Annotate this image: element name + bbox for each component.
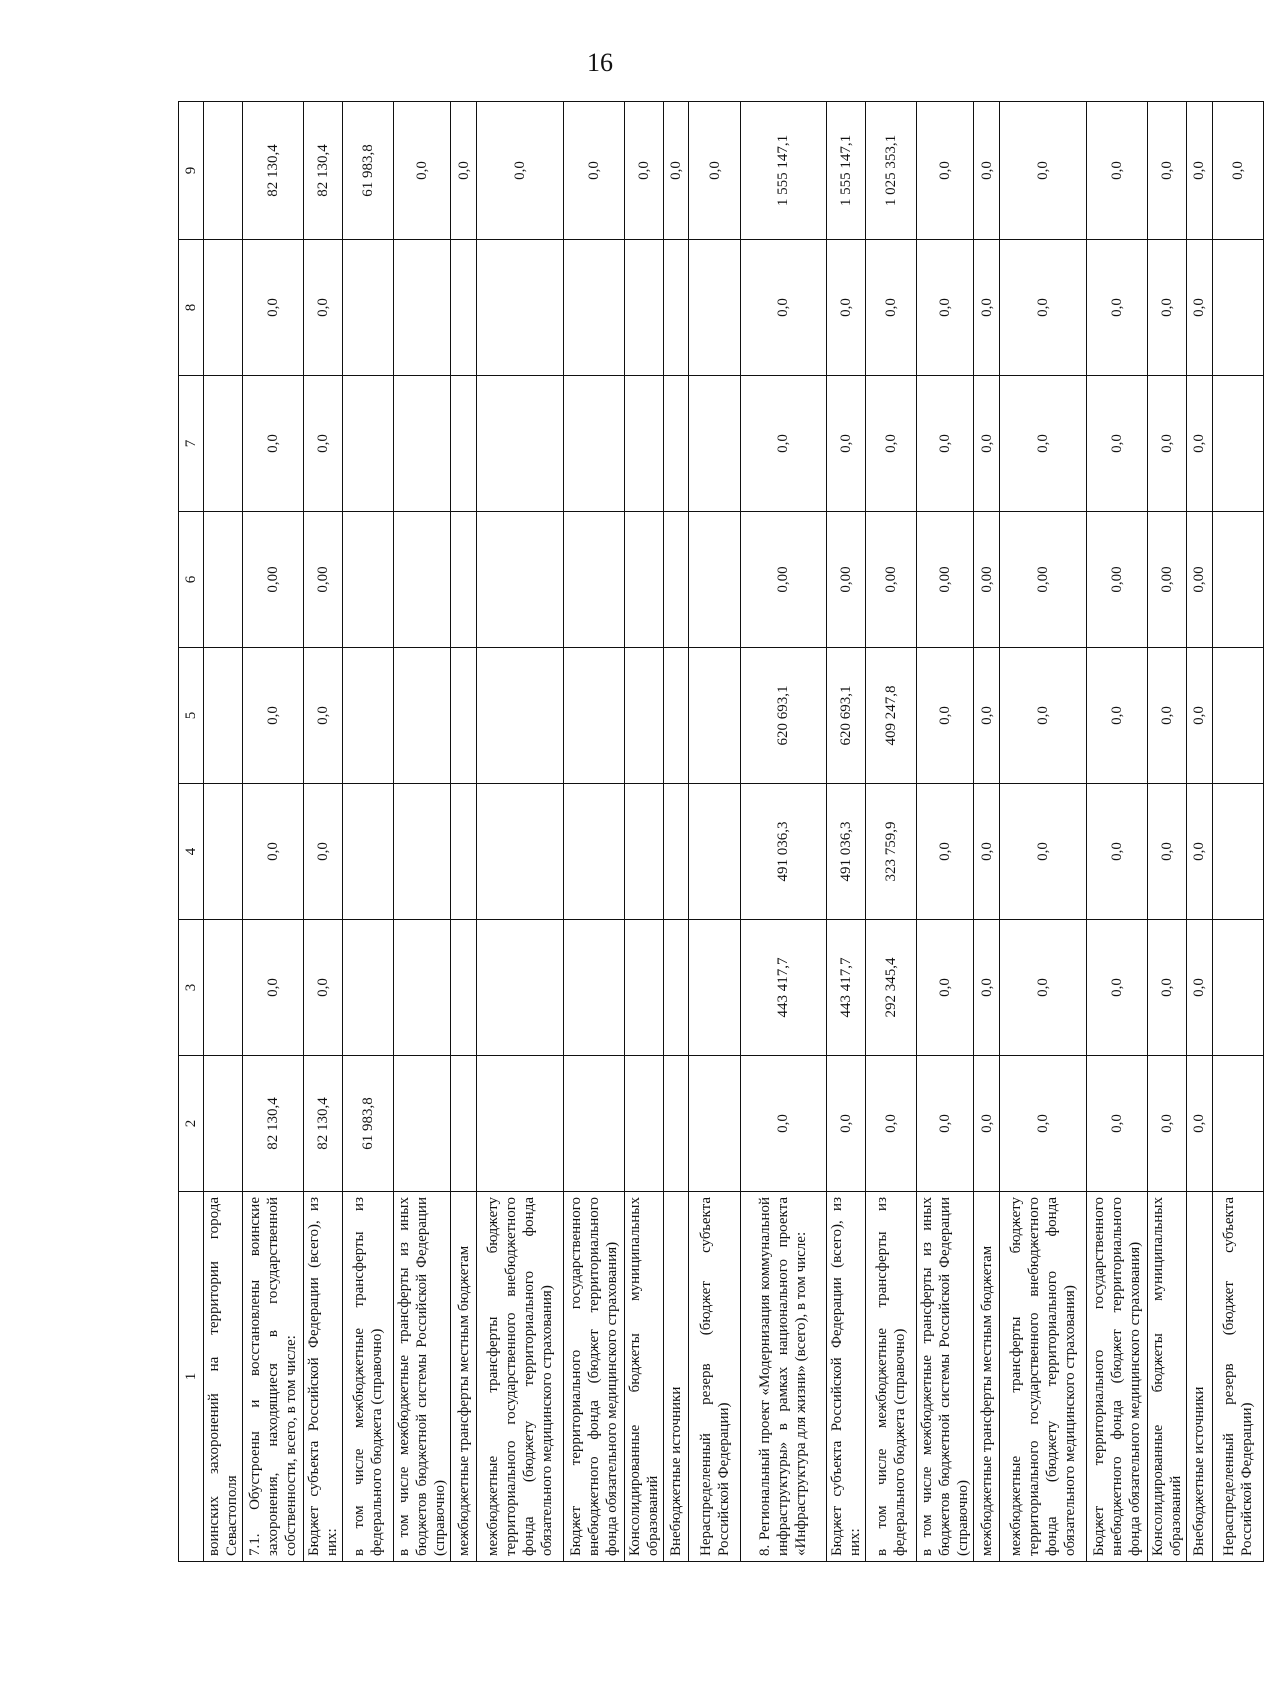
- row-label: Консолидированные бюджеты муниципальных образований: [624, 1192, 663, 1562]
- table-row: [917, 102, 974, 1562]
- value-cell: [451, 240, 477, 376]
- value-cell: [563, 240, 624, 376]
- value-cell: 0,0: [1148, 784, 1187, 920]
- value-cell: [394, 240, 451, 376]
- value-cell: 0,0: [917, 376, 974, 512]
- table-row: [663, 102, 689, 1562]
- value-cell: [451, 376, 477, 512]
- value-cell: 0,0: [917, 648, 974, 784]
- row-label: межбюджетные трансферты бюджету территориального государственного внебюджетного фонда (бюджету территориального фонда обязательного медицинского страхования): [476, 1192, 563, 1562]
- value-cell: 0,0: [917, 920, 974, 1056]
- value-cell: 443 417,7: [827, 920, 866, 1056]
- column-number-row: [179, 102, 204, 1562]
- row-label: в том числе межбюджетные трансферты из иных бюджетов бюджетной системы Российской Федерации (справочно): [917, 1192, 974, 1562]
- value-cell: 0,0: [740, 240, 827, 376]
- value-cell: [476, 784, 563, 920]
- value-cell: 0,0: [974, 920, 1000, 1056]
- value-cell: 0,0: [974, 102, 1000, 240]
- value-cell: 0,0: [1086, 102, 1147, 240]
- value-cell: [476, 648, 563, 784]
- budget-table: [178, 101, 1264, 1562]
- value-cell: [1212, 240, 1263, 376]
- column-number: 4: [179, 784, 204, 920]
- value-cell: 0,0: [1086, 240, 1147, 376]
- value-cell: [563, 920, 624, 1056]
- value-cell: [563, 1056, 624, 1192]
- value-cell: 0,0: [1187, 784, 1213, 920]
- row-label: в том числе межбюджетные трансферты из иных бюджетов бюджетной системы Российской Федерации (справочно): [394, 1192, 451, 1562]
- value-cell: [1212, 784, 1263, 920]
- row-label: Бюджет территориального государственного внебюджетного фонда (бюджет территориального фонда обязательного медицинского страхования): [563, 1192, 624, 1562]
- value-cell: 0,00: [974, 512, 1000, 648]
- value-cell: [204, 1056, 243, 1192]
- value-cell: 0,0: [827, 1056, 866, 1192]
- row-label: Бюджет субъекта Российской Федерации (всего), из них:: [304, 1192, 343, 1562]
- value-cell: 0,0: [1148, 240, 1187, 376]
- value-cell: 0,0: [476, 102, 563, 240]
- row-label: 8. Региональный проект «Модернизация коммунальной инфраструктуры» в рамках национального проекта «Инфраструктура для жизни» (всего), в том числе:: [740, 1192, 827, 1562]
- row-label: в том числе межбюджетные трансферты из федерального бюджета (справочно): [343, 1192, 394, 1562]
- page-number: 16: [587, 48, 613, 77]
- value-cell: 0,0: [974, 376, 1000, 512]
- value-cell: 491 036,3: [827, 784, 866, 920]
- value-cell: [1212, 512, 1263, 648]
- value-cell: 0,0: [999, 102, 1086, 240]
- value-cell: 443 417,7: [740, 920, 827, 1056]
- value-cell: 0,0: [1212, 102, 1263, 240]
- value-cell: [204, 784, 243, 920]
- value-cell: [204, 512, 243, 648]
- value-cell: 0,0: [1148, 648, 1187, 784]
- value-cell: [624, 240, 663, 376]
- column-number: 6: [179, 512, 204, 648]
- value-cell: [663, 376, 689, 512]
- table-row: [394, 102, 451, 1562]
- value-cell: [204, 648, 243, 784]
- value-cell: 0,0: [827, 376, 866, 512]
- value-cell: [451, 1056, 477, 1192]
- value-cell: 0,0: [974, 240, 1000, 376]
- value-cell: [343, 920, 394, 1056]
- value-cell: 1 025 353,1: [866, 102, 917, 240]
- value-cell: [451, 648, 477, 784]
- value-cell: 0,0: [999, 920, 1086, 1056]
- value-cell: 0,0: [999, 376, 1086, 512]
- value-cell: 0,0: [1148, 1056, 1187, 1192]
- column-number: 5: [179, 648, 204, 784]
- value-cell: 0,0: [740, 1056, 827, 1192]
- column-number: 1: [179, 1192, 204, 1562]
- column-number: 2: [179, 1056, 204, 1192]
- column-number: 3: [179, 920, 204, 1056]
- value-cell: [663, 512, 689, 648]
- value-cell: 0,0: [917, 784, 974, 920]
- value-cell: 0,0: [1086, 920, 1147, 1056]
- value-cell: [343, 784, 394, 920]
- value-cell: [624, 376, 663, 512]
- value-cell: 0,0: [243, 784, 304, 920]
- value-cell: 409 247,8: [866, 648, 917, 784]
- column-number: 9: [179, 102, 204, 240]
- value-cell: 620 693,1: [740, 648, 827, 784]
- row-label: Нераспределенный резерв (бюджет субъекта Российской Федерации): [1212, 1192, 1263, 1562]
- value-cell: [451, 784, 477, 920]
- table-row: [563, 102, 624, 1562]
- value-cell: 82 130,4: [243, 102, 304, 240]
- value-cell: 0,0: [243, 240, 304, 376]
- row-label: Бюджет территориального государственного внебюджетного фонда (бюджет территориального фонда обязательного медицинского страхования): [1086, 1192, 1147, 1562]
- value-cell: 0,00: [740, 512, 827, 648]
- value-cell: 0,0: [1187, 102, 1213, 240]
- value-cell: [476, 376, 563, 512]
- value-cell: [343, 648, 394, 784]
- value-cell: 0,00: [917, 512, 974, 648]
- value-cell: 0,0: [304, 648, 343, 784]
- value-cell: 0,0: [1086, 648, 1147, 784]
- value-cell: 0,0: [827, 240, 866, 376]
- value-cell: 0,0: [1086, 784, 1147, 920]
- value-cell: 0,0: [1187, 920, 1213, 1056]
- value-cell: [394, 648, 451, 784]
- value-cell: 0,0: [304, 240, 343, 376]
- value-cell: [689, 376, 740, 512]
- value-cell: [689, 920, 740, 1056]
- value-cell: 0,0: [866, 1056, 917, 1192]
- value-cell: 0,00: [866, 512, 917, 648]
- table-body: [204, 102, 1264, 1562]
- row-label: Нераспределенный резерв (бюджет субъекта Российской Федерации): [689, 1192, 740, 1562]
- value-cell: 82 130,4: [304, 1056, 343, 1192]
- value-cell: 0,00: [1148, 512, 1187, 648]
- value-cell: 0,0: [1086, 1056, 1147, 1192]
- value-cell: [1212, 920, 1263, 1056]
- table-row: [1148, 102, 1187, 1562]
- value-cell: [624, 920, 663, 1056]
- value-cell: 323 759,9: [866, 784, 917, 920]
- table-row: [1086, 102, 1147, 1562]
- value-cell: 0,0: [974, 784, 1000, 920]
- value-cell: [663, 920, 689, 1056]
- value-cell: [563, 376, 624, 512]
- table-row: [866, 102, 917, 1562]
- value-cell: [1212, 376, 1263, 512]
- table-row: [1187, 102, 1213, 1562]
- value-cell: [394, 1056, 451, 1192]
- value-cell: [394, 376, 451, 512]
- value-cell: [204, 376, 243, 512]
- value-cell: [663, 240, 689, 376]
- table-row: [243, 102, 304, 1562]
- value-cell: 61 983,8: [343, 1056, 394, 1192]
- table-row: [343, 102, 394, 1562]
- value-cell: 0,0: [917, 102, 974, 240]
- value-cell: 0,0: [1086, 376, 1147, 512]
- table-row: [740, 102, 827, 1562]
- value-cell: 0,0: [740, 376, 827, 512]
- value-cell: [689, 648, 740, 784]
- value-cell: [563, 648, 624, 784]
- value-cell: [394, 784, 451, 920]
- row-label: 7.1. Обустроены и восстановлены воинские захоронения, находящиеся в государственной собственности, всего, в том числе:: [243, 1192, 304, 1562]
- value-cell: 0,0: [243, 648, 304, 784]
- value-cell: 0,00: [243, 512, 304, 648]
- column-number: 8: [179, 240, 204, 376]
- value-cell: 0,0: [999, 240, 1086, 376]
- value-cell: [476, 240, 563, 376]
- value-cell: [663, 1056, 689, 1192]
- table-row: [827, 102, 866, 1562]
- value-cell: 0,0: [243, 376, 304, 512]
- row-label: в том числе межбюджетные трансферты из федерального бюджета (справочно): [866, 1192, 917, 1562]
- row-label: Внебюджетные источники: [663, 1192, 689, 1562]
- value-cell: 0,0: [917, 240, 974, 376]
- value-cell: [563, 784, 624, 920]
- value-cell: 0,0: [563, 102, 624, 240]
- table-row: [1212, 102, 1263, 1562]
- value-cell: 0,00: [1086, 512, 1147, 648]
- value-cell: 61 983,8: [343, 102, 394, 240]
- value-cell: 0,0: [394, 102, 451, 240]
- value-cell: [663, 648, 689, 784]
- value-cell: [663, 784, 689, 920]
- value-cell: 0,0: [1187, 240, 1213, 376]
- value-cell: 0,0: [304, 920, 343, 1056]
- value-cell: [476, 512, 563, 648]
- value-cell: [689, 512, 740, 648]
- value-cell: [204, 240, 243, 376]
- table-row: [974, 102, 1000, 1562]
- value-cell: 0,0: [243, 920, 304, 1056]
- value-cell: 292 345,4: [866, 920, 917, 1056]
- row-label: Внебюджетные источники: [1187, 1192, 1213, 1562]
- value-cell: 0,00: [999, 512, 1086, 648]
- value-cell: 0,0: [1187, 648, 1213, 784]
- value-cell: 0,0: [974, 648, 1000, 784]
- value-cell: [624, 512, 663, 648]
- value-cell: [624, 784, 663, 920]
- value-cell: [343, 512, 394, 648]
- value-cell: 0,0: [917, 1056, 974, 1192]
- value-cell: [689, 240, 740, 376]
- value-cell: [204, 920, 243, 1056]
- value-cell: 0,0: [1187, 1056, 1213, 1192]
- value-cell: [343, 240, 394, 376]
- value-cell: [451, 920, 477, 1056]
- value-cell: [394, 920, 451, 1056]
- table-row: [999, 102, 1086, 1562]
- value-cell: 0,00: [827, 512, 866, 648]
- value-cell: 1 555 147,1: [740, 102, 827, 240]
- table-row: [304, 102, 343, 1562]
- value-cell: [1212, 648, 1263, 784]
- value-cell: 0,0: [866, 240, 917, 376]
- value-cell: 82 130,4: [243, 1056, 304, 1192]
- row-label: межбюджетные трансферты бюджету территориального государственного внебюджетного фонда (бюджету территориального фонда обязательного медицинского страхования): [999, 1192, 1086, 1562]
- value-cell: [1212, 1056, 1263, 1192]
- row-label: воинских захоронений на территории города Севастополя: [204, 1192, 243, 1562]
- row-label: межбюджетные трансферты местным бюджетам: [974, 1192, 1000, 1562]
- value-cell: 0,0: [1187, 376, 1213, 512]
- value-cell: [689, 1056, 740, 1192]
- value-cell: 0,0: [999, 784, 1086, 920]
- value-cell: [624, 648, 663, 784]
- value-cell: 0,0: [999, 648, 1086, 784]
- value-cell: 0,0: [304, 784, 343, 920]
- table-row: [689, 102, 740, 1562]
- row-label: Консолидированные бюджеты муниципальных образований: [1148, 1192, 1187, 1562]
- rotated-table-container: [178, 102, 1255, 1562]
- column-number: 7: [179, 376, 204, 512]
- table-row: [451, 102, 477, 1562]
- value-cell: 1 555 147,1: [827, 102, 866, 240]
- value-cell: 620 693,1: [827, 648, 866, 784]
- value-cell: 0,0: [663, 102, 689, 240]
- value-cell: [476, 1056, 563, 1192]
- value-cell: 0,0: [1148, 920, 1187, 1056]
- value-cell: 82 130,4: [304, 102, 343, 240]
- value-cell: 0,0: [866, 376, 917, 512]
- value-cell: 0,0: [624, 102, 663, 240]
- value-cell: [394, 512, 451, 648]
- table-row: [624, 102, 663, 1562]
- row-label: межбюджетные трансферты местным бюджетам: [451, 1192, 477, 1562]
- value-cell: 0,0: [689, 102, 740, 240]
- value-cell: [624, 1056, 663, 1192]
- value-cell: 0,00: [1187, 512, 1213, 648]
- value-cell: 0,0: [1148, 376, 1187, 512]
- value-cell: 0,0: [451, 102, 477, 240]
- value-cell: 491 036,3: [740, 784, 827, 920]
- value-cell: [451, 512, 477, 648]
- value-cell: 0,0: [974, 1056, 1000, 1192]
- table-row: [204, 102, 243, 1562]
- value-cell: [689, 784, 740, 920]
- value-cell: 0,0: [999, 1056, 1086, 1192]
- row-label: Бюджет субъекта Российской Федерации (всего), из них:: [827, 1192, 866, 1562]
- value-cell: 0,0: [1148, 102, 1187, 240]
- value-cell: [343, 376, 394, 512]
- table-row: [476, 102, 563, 1562]
- value-cell: 0,0: [304, 376, 343, 512]
- value-cell: [476, 920, 563, 1056]
- value-cell: [204, 102, 243, 240]
- value-cell: [563, 512, 624, 648]
- value-cell: 0,00: [304, 512, 343, 648]
